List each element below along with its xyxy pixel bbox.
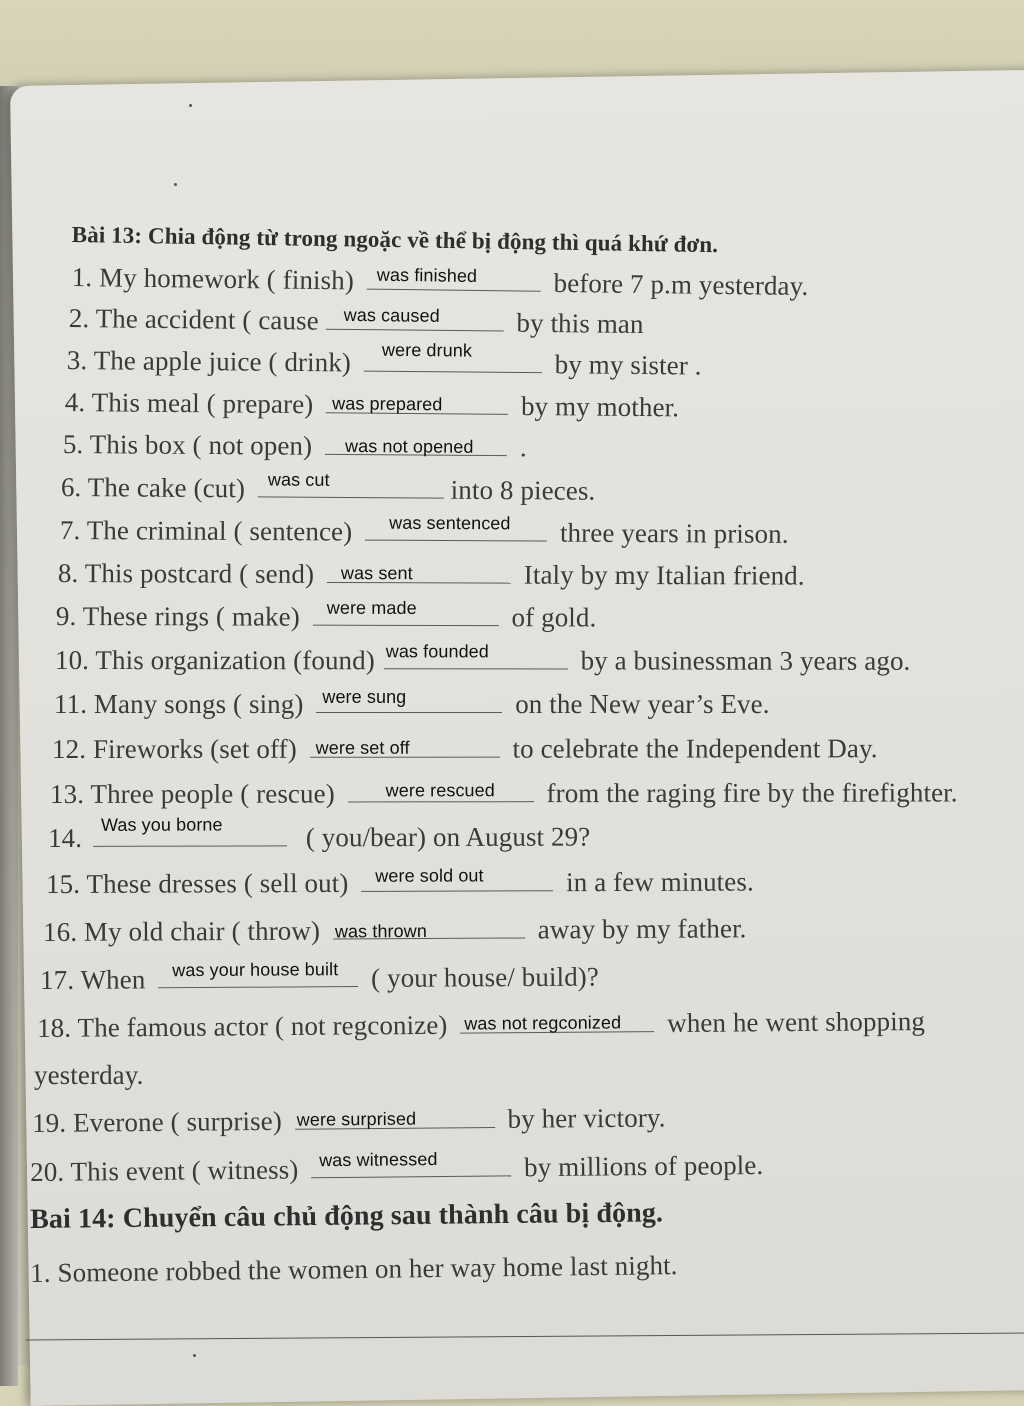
answer-blank[interactable] xyxy=(348,779,534,802)
answer-blank[interactable] xyxy=(311,1149,511,1178)
item-prompt: The criminal ( sentence) xyxy=(86,515,353,547)
answer-text: was caused xyxy=(343,304,440,326)
item-number: 10. xyxy=(54,645,90,676)
exercise-item xyxy=(32,1102,666,1139)
item-number: 1. xyxy=(30,1257,51,1288)
item-continuation: by my sister . xyxy=(554,349,702,381)
item-number: 19. xyxy=(32,1107,67,1138)
item-number: 8. xyxy=(57,558,79,589)
item-prompt: The cake (cut) xyxy=(87,472,246,504)
item-number: 7. xyxy=(59,515,81,546)
item-prompt: My old chair ( throw) xyxy=(83,915,321,947)
exercise-item xyxy=(52,733,878,765)
item-number: 11. xyxy=(54,689,88,719)
answer-blank[interactable] xyxy=(333,915,525,942)
answer-text: were made xyxy=(326,597,417,618)
answer-blank[interactable] xyxy=(327,560,511,584)
item-continuation: three years in prison. xyxy=(559,517,789,549)
exercise-item xyxy=(40,959,600,996)
item-continuation: in a few minutes. xyxy=(566,866,754,898)
answer-blank[interactable] xyxy=(325,432,507,456)
item-continuation: from the raging fire by the firefighter. xyxy=(546,777,958,809)
answer-blank[interactable] xyxy=(384,641,568,669)
item-continuation: Italy by my Italian friend. xyxy=(523,559,805,591)
item-prompt: This event ( witness) xyxy=(70,1154,299,1187)
answer-text: was sent xyxy=(340,562,413,584)
item-number: 4. xyxy=(64,387,86,418)
answer-blank[interactable] xyxy=(361,865,553,892)
answer-text: were drunk xyxy=(381,339,473,361)
answer-text: was not regconized xyxy=(464,1012,622,1034)
speck xyxy=(174,183,177,186)
exercise-item xyxy=(65,387,679,423)
item-continuation: by my mother. xyxy=(520,390,680,423)
item-prompt: The apple juice ( drink) xyxy=(93,345,352,378)
item-number: 9. xyxy=(55,601,77,632)
item-prompt: My homework ( finish) xyxy=(98,262,355,296)
answer-blank[interactable] xyxy=(258,469,444,498)
answer-blank[interactable] xyxy=(310,735,500,758)
answer-blank[interactable] xyxy=(316,687,502,713)
item-prompt: These rings ( make) xyxy=(82,601,300,632)
answer-blank[interactable] xyxy=(326,304,504,332)
answer-text: were surprised xyxy=(296,1108,417,1130)
answer-text: was not opened xyxy=(344,435,474,457)
item-continuation: ( your house/ build)? xyxy=(371,961,600,993)
answer-text: was your house built xyxy=(172,959,339,981)
item-continuation-line: yesterday. xyxy=(34,1060,144,1090)
exercise-item xyxy=(58,558,805,592)
exercise-item xyxy=(59,512,789,550)
item-number: 17. xyxy=(40,964,75,995)
answer-blank[interactable] xyxy=(367,264,541,292)
answer-text: were rescued xyxy=(385,780,495,801)
item-continuation: . xyxy=(519,432,527,463)
exercise-item xyxy=(43,913,747,948)
item-prompt: Fireworks (set off) xyxy=(92,733,297,764)
exercise-item xyxy=(54,689,770,720)
item-prompt: These dresses ( sell out) xyxy=(86,867,349,899)
item-prompt: This postcard ( send) xyxy=(84,558,315,589)
exercise-14-heading: Bai 14: Chuyển câu chủ động sau thành câu bị động. xyxy=(30,1197,664,1235)
item-number: 18. xyxy=(37,1012,72,1043)
item-number: 15. xyxy=(46,868,81,899)
answer-text: Was you borne xyxy=(100,814,223,835)
item-continuation: when he went shopping xyxy=(667,1006,926,1039)
answer-blank[interactable] xyxy=(313,597,499,626)
answer-text: were set off xyxy=(315,737,410,758)
item-continuation: before 7 p.m yesterday. xyxy=(553,267,809,301)
item-prompt: Many songs ( sing) xyxy=(93,689,304,719)
item-continuation: away by my father. xyxy=(537,913,747,945)
exercise-item xyxy=(63,429,527,463)
item-continuation: to celebrate the Independent Day. xyxy=(512,733,878,764)
item-number: 5. xyxy=(62,429,84,460)
item-number: 6. xyxy=(60,472,82,503)
answer-blank[interactable] xyxy=(158,959,358,988)
item-prompt: The famous actor ( not regconize) xyxy=(77,1009,448,1043)
item-number: 20. xyxy=(30,1156,65,1187)
exercise-item xyxy=(60,469,596,507)
item-number: 13. xyxy=(50,778,85,809)
item-prompt: Everone ( surprise) xyxy=(72,1105,283,1138)
exercise-13-heading: Bài 13: Chia động từ trong ngoặc về thể bị động thì quá khứ đơn. xyxy=(71,222,719,258)
answer-blank[interactable] xyxy=(460,1009,654,1034)
exercise-item xyxy=(55,597,597,633)
item-continuation: ( you/bear) on August 29? xyxy=(305,821,591,853)
speck xyxy=(193,1354,196,1357)
answer-text: were sung xyxy=(322,687,407,707)
item-number: 1. xyxy=(71,262,93,293)
item-prompt: This meal ( prepare) xyxy=(91,387,314,420)
item-prompt: This organization (found) xyxy=(95,645,375,676)
answer-text: was sentenced xyxy=(389,512,511,534)
item-prompt: When xyxy=(80,964,146,995)
exercise-item xyxy=(66,339,702,382)
item-prompt: This box ( not open) xyxy=(89,429,313,461)
answer-blank[interactable] xyxy=(365,512,547,542)
item-continuation: on the New year’s Eve. xyxy=(515,689,770,719)
answer-text: was witnessed xyxy=(319,1149,438,1171)
answer-blank[interactable] xyxy=(364,339,542,374)
item-number: 14. xyxy=(48,822,83,853)
answer-text: was cut xyxy=(267,469,330,490)
exercise-item xyxy=(46,867,754,900)
item-continuation: by this man xyxy=(516,307,644,340)
speck xyxy=(189,104,192,107)
answer-text: was thrown xyxy=(334,920,428,942)
item-sentence: Someone robbed the women on her way home last night. xyxy=(57,1250,678,1288)
exercise-item xyxy=(54,641,911,677)
item-prompt: Three people ( rescue) xyxy=(90,778,335,809)
item-continuation: into 8 pieces. xyxy=(450,474,596,506)
item-continuation: by a businessman 3 years ago. xyxy=(580,645,911,676)
item-number: 12. xyxy=(52,733,87,764)
exercise-item xyxy=(69,303,644,340)
item-number: 3. xyxy=(66,345,88,376)
item-prompt: The accident ( cause xyxy=(95,303,319,336)
item-number: 16. xyxy=(43,916,78,947)
exercise-item xyxy=(50,777,958,810)
item-continuation: of gold. xyxy=(511,602,597,633)
item-number: 2. xyxy=(68,303,90,334)
answer-text: were sold out xyxy=(375,865,484,886)
answer-text: was founded xyxy=(385,641,489,662)
answer-text: was prepared xyxy=(332,393,443,415)
answer-blank[interactable] xyxy=(93,814,287,847)
item-continuation: by millions of people. xyxy=(523,1149,764,1183)
exercise-item xyxy=(48,814,591,854)
answer-blank[interactable] xyxy=(295,1105,495,1130)
answer-blank[interactable] xyxy=(326,390,508,415)
answer-text: was finished xyxy=(376,264,478,286)
item-continuation: by her victory. xyxy=(507,1102,666,1134)
